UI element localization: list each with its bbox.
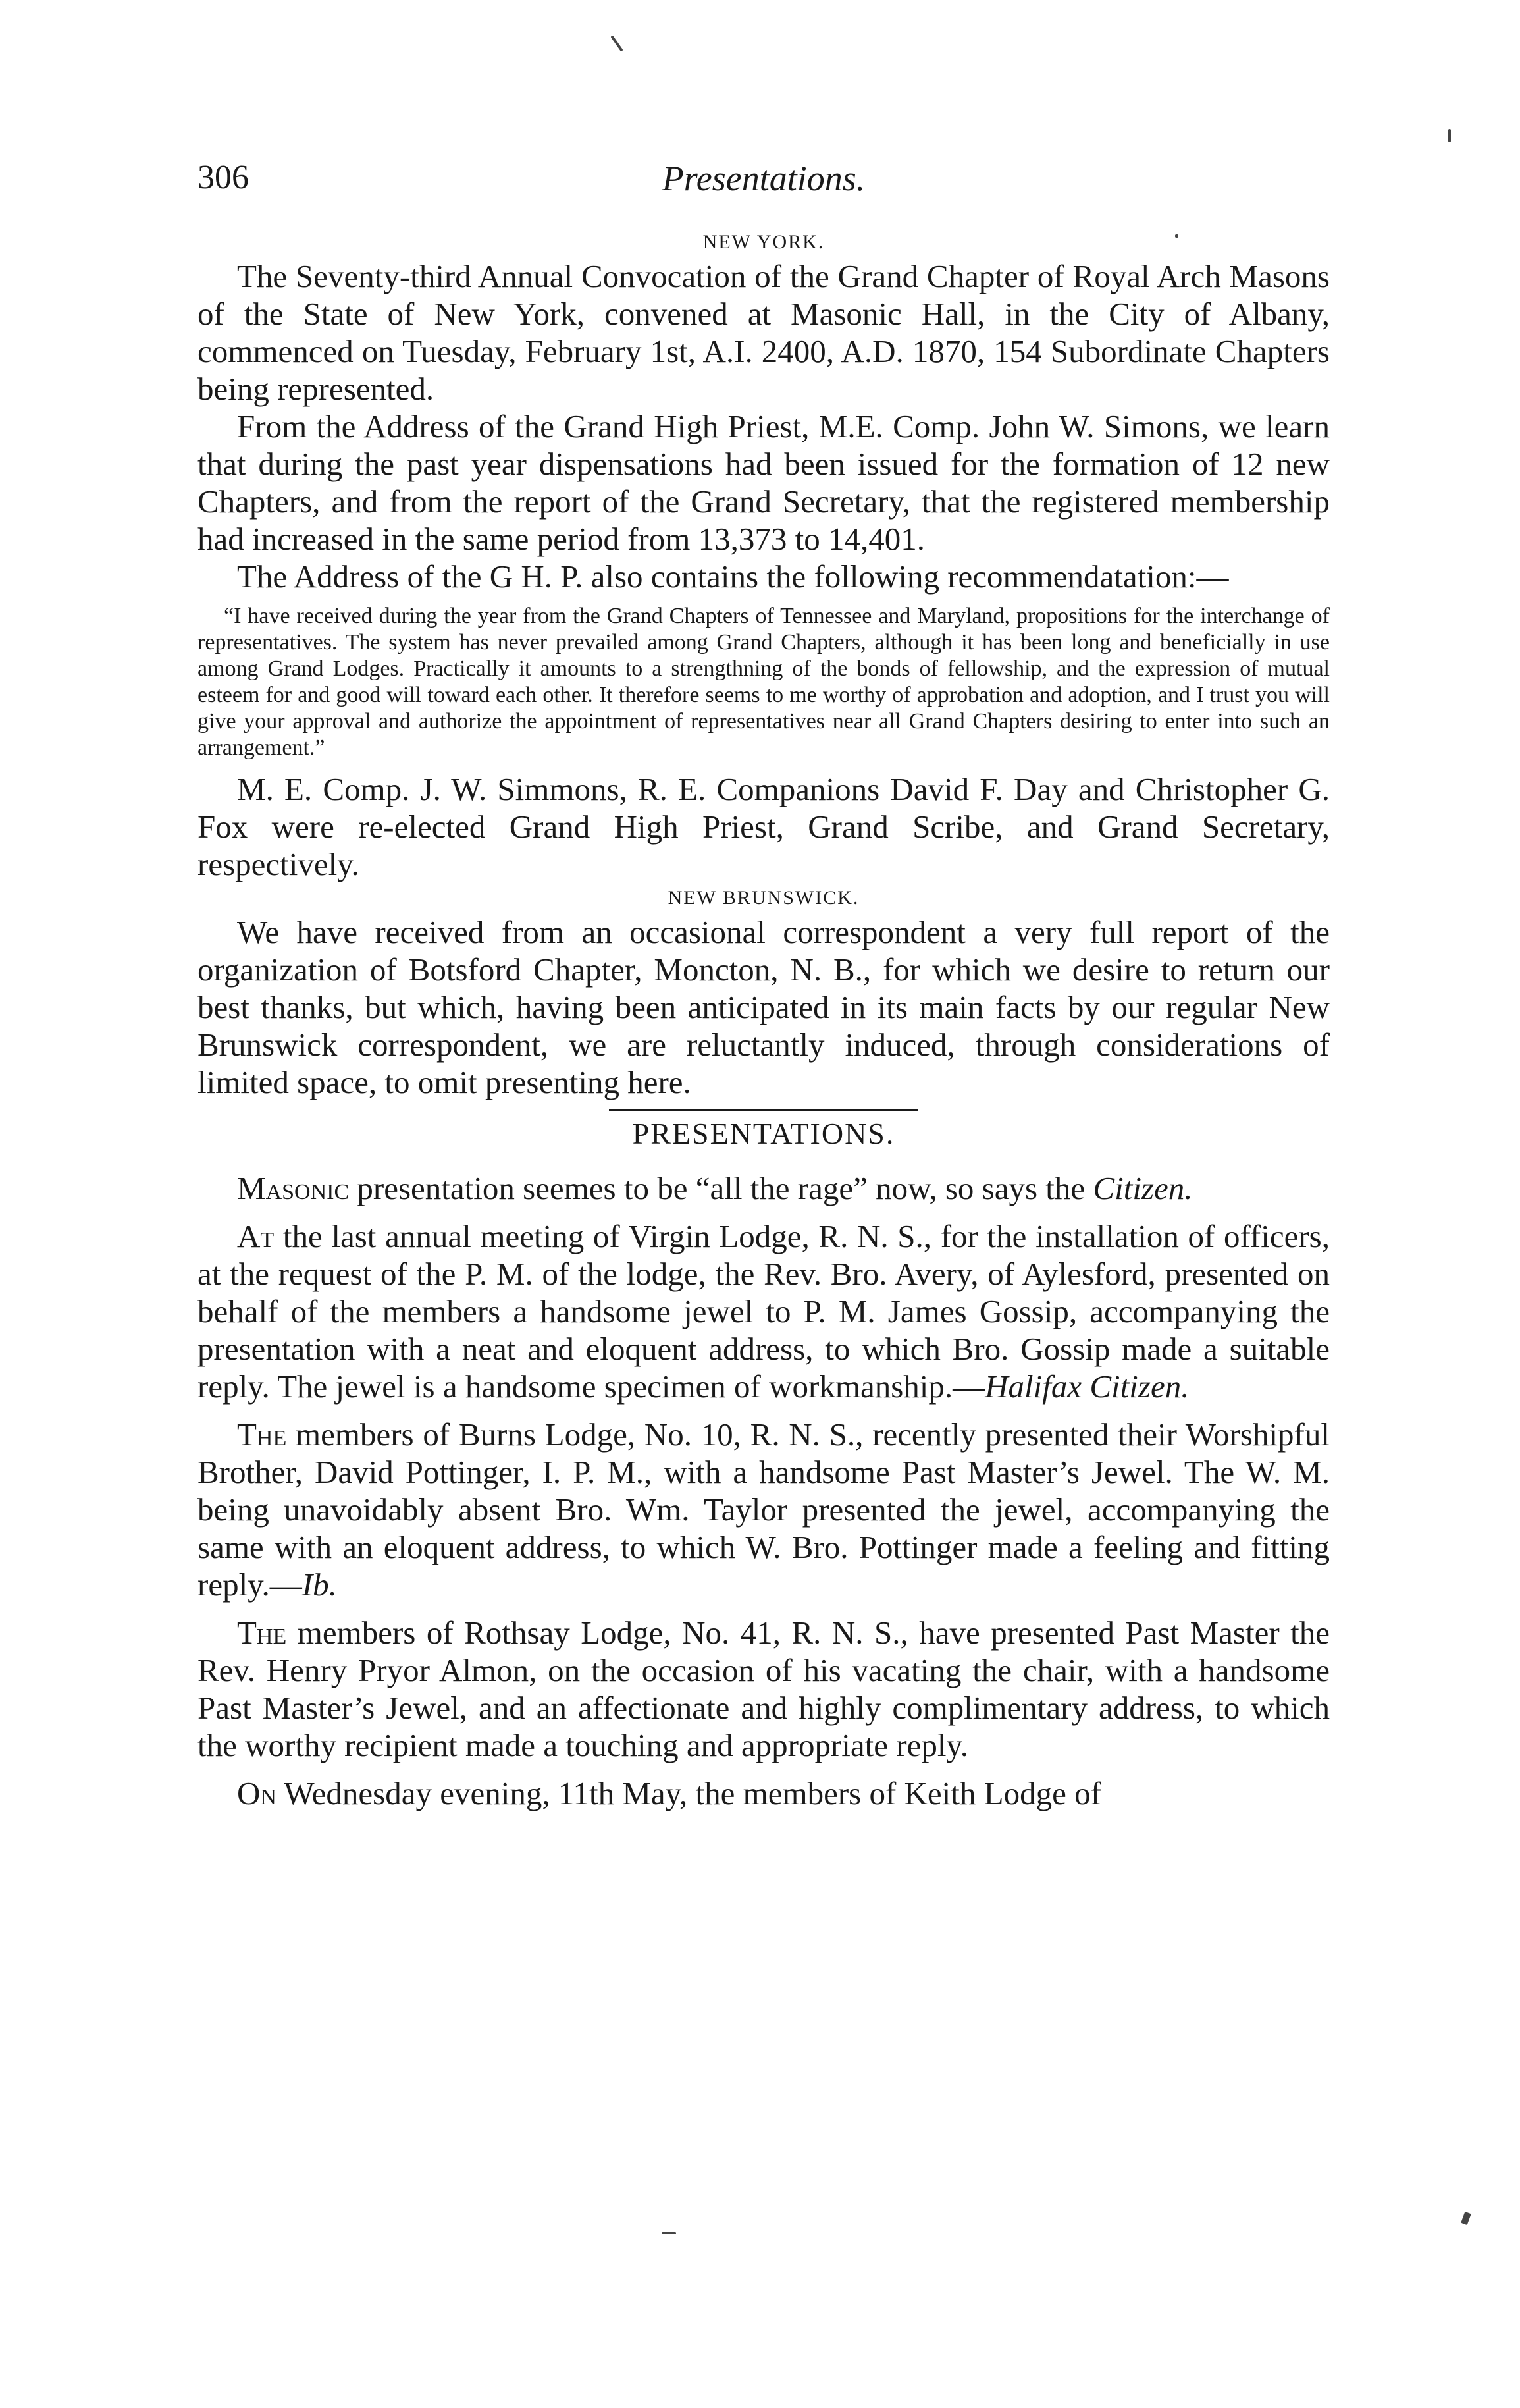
block-quote: “I have received during the year from the Grand Chapters of Tennessee and Maryland, propositions for the interchange of representatives. The system has never prevailed among Grand Chapters, although it has been long and beneficially in use among Grand Lodges. Practically it amounts to a strengthning of the bonds of fellowship, and the expression of mutual esteem for and good will toward each other. It therefore seems to me worthy of approbation and adoption, and I trust you will give your approval and authorize the appointment of representatives near all Grand Chapters desiring to enter into such an arrangement.”: [197, 604, 1330, 760]
source-citation: Ib.: [301, 1566, 337, 1603]
paragraph: M. E. Comp. J. W. Simmons, R. E. Companions David F. Day and Christopher G. Fox were re-elected Grand High Priest, Grand Scribe, and Grand Secretary, respectively.: [197, 771, 1330, 882]
paragraph: The Seventy-third Annual Convocation of the Grand Chapter of Royal Arch Masons of the State of New York, convened at Masonic Hall, in the City of Albany, commenced on Tuesday, February 1st, A.I. 2400, A.D. 1870, 154 Subordinate Chapters being represented.: [197, 258, 1330, 407]
paragraph-text: presentation seemes to be “all the rage” now, so says the: [349, 1170, 1093, 1206]
lead-word: At: [237, 1218, 275, 1254]
paragraph: From the Address of the Grand High Priest, M.E. Comp. John W. Simons, we learn that during the past year dispensations had been issued for the formation of 12 new Chapters, and from the report of the Grand Secretary, that the registered membership had increased in the same period from 13,373 to 14,401.: [197, 408, 1330, 557]
paragraph: [197, 1169, 1330, 1207]
section-divider: [609, 1109, 918, 1111]
page-content: [197, 227, 1330, 1812]
paragraph: [197, 1775, 1330, 1812]
paragraph: [197, 1614, 1330, 1764]
paragraph: The Address of the G H. P. also contains the following recommendatation:—: [237, 558, 1229, 595]
paragraph-text: members of Burns Lodge, No. 10, R. N. S., recently presented their Worshipful Brother, David Pottinger, I. P. M., with a handsome Past Master’s Jewel. The W. M. being unavoidably absent Bro. Wm. Taylor presented the jewel, accompanying the same with an eloquent address, to which W. Bro. Pottinger made a feeling and fitting reply.—: [197, 1416, 1330, 1603]
section-heading-new-brunswick: NEW BRUNSWICK.: [668, 887, 860, 909]
paragraph: [197, 1217, 1330, 1405]
running-title: Presentations.: [662, 159, 866, 198]
lead-word: On: [237, 1775, 276, 1811]
page-number: 306: [197, 159, 249, 196]
scan-speck: [662, 2232, 676, 2234]
lead-word: Masonic: [237, 1170, 350, 1206]
lead-word: The: [237, 1615, 287, 1651]
paragraph-text: Wednesday evening, 11th May, the members of Keith Lodge of: [276, 1775, 1101, 1811]
scan-speck: [1175, 234, 1178, 238]
scan-speck: [1461, 2212, 1471, 2225]
lead-word: The: [237, 1416, 287, 1453]
scan-speck: [1448, 129, 1451, 142]
paragraph: [197, 1416, 1330, 1603]
section-heading-new-york: NEW YORK.: [702, 231, 825, 253]
source-citation: Halifax Citizen.: [985, 1368, 1190, 1405]
page-header: [197, 158, 1330, 217]
paragraph-text: the last annual meeting of Virgin Lodge, R. N. S., for the installation of officers, at the request of the P. M. of the lodge, the Rev. Bro. Avery, of Aylesford, presented on behalf of the members a handsome jewel to P. M. James Gossip, accompanying the presentation with a neat and eloquent address, to which Bro. Gossip made a suitable reply. The jewel is a handsome specimen of workmanship.—: [197, 1218, 1330, 1405]
paragraph-text: members of Rothsay Lodge, No. 41, R. N. S., have presented Past Master the Rev. Henry Pryor Almon, on the occasion of his vacating the chair, with a handsome Past Master’s Jewel, and an affectionate and highly complimentary address, to which the worthy recipient made a touching and appropriate reply.: [197, 1615, 1330, 1763]
scan-speck: [610, 35, 623, 51]
source-citation: Citizen.: [1093, 1170, 1193, 1206]
section-heading-presentations: PRESENTATIONS.: [632, 1117, 895, 1150]
paragraph: We have received from an occasional correspondent a very full report of the organization of Botsford Chapter, Moncton, N. B., for which we desire to return our best thanks, but which, having been anticipated in its main facts by our regular New Brunswick correspondent, we are reluctantly induced, through considerations of limited space, to omit presenting here.: [197, 914, 1330, 1100]
